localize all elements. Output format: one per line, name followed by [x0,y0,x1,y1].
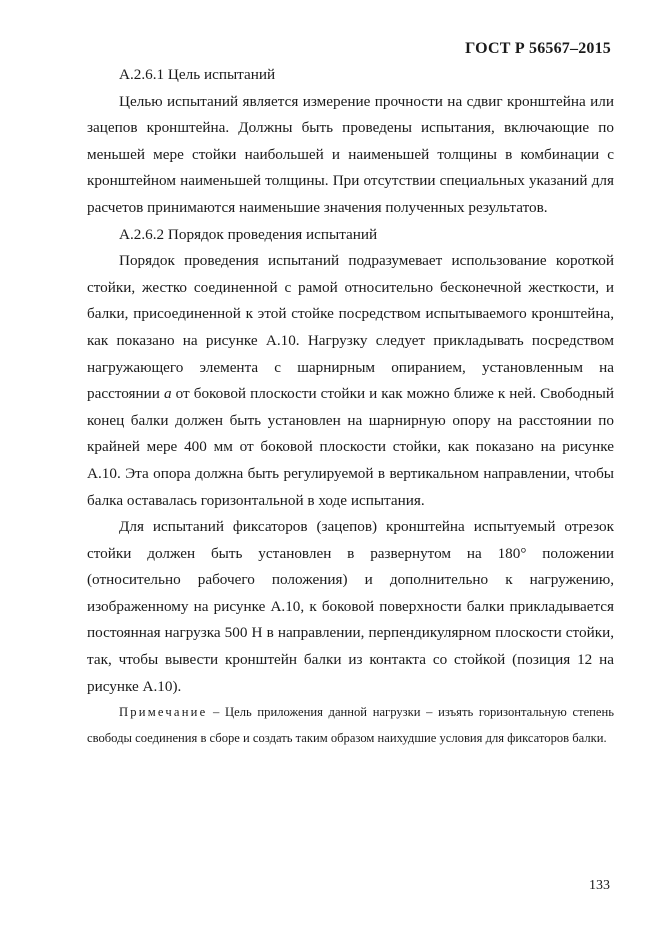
paragraph-test-purpose: Целью испытаний является измерение прочности на сдвиг кронштейна или зацепов кронштейна. Должны быть проведены испытания, включающие по меньшей мере стойки наибольшей и наименьшей толщины в комбинации с кронштейном наименьшей толщины. При отсутствии специальных указаний для расчетов принимаются наименьшие значения полученных результатов. [87,92,614,216]
section-heading-a262: А.2.6.2 Порядок проведения испытаний [119,225,378,243]
paragraph-latch-tests: Для испытаний фиксаторов (зацепов) кронштейна испытуемый отрезок стойки должен быть установлен в развернутом на 180° положении (относительно рабочего положения) и дополнительно к нагружению, изображенному на рисунке А.10, к боковой поверхности балки прикладывается постоянная нагрузка 500 Н в направлении, перпендикулярном плоскости стойки, так, чтобы вывести кронштейн балки из контакта со стойкой (позиция 12 на рисунке А.10). [87,518,614,695]
note [87,700,614,751]
page-number: 133 [589,878,610,893]
note-text: – Цель приложения данной нагрузки – изъять горизонтальную степень свободы соединения в сборе и создать таким образом наихудшие условия для фиксаторов балки. [87,705,614,745]
paragraph-test-procedure-part2: от боковой плоскости стойки и как можно ближе к ней. Свободный конец балки должен быть установлен на шарнирную опору на расстоянии по крайней мере 400 мм от боковой плоскости стойки, как показано на рисунке А.10. Эта опора должна быть регулируемой в вертикальном направлении, чтобы балка оставалась горизонтальной в ходе испытания. [87,385,615,509]
note-label: Примечание [119,705,208,720]
section-heading-a261: А.2.6.1 Цель испытаний [119,66,276,83]
distance-variable: a [164,385,172,403]
page-body [87,62,614,751]
paragraph-test-procedure [87,248,614,514]
document-code: ГОСТ Р 56567–2015 [465,40,611,57]
paragraph-test-procedure-part1: Порядок проведения испытаний подразумевает использование короткой стойки, жестко соединенной с рамой относительно бесконечной жесткости, и балки, присоединенной к этой стойке посредством испытываемого кронштейна, как показано на рисунке А.10. Нагрузку следует прикладывать посредством нагружающего элемента с шарнирным опиранием, установленным на расстоянии [87,252,614,403]
